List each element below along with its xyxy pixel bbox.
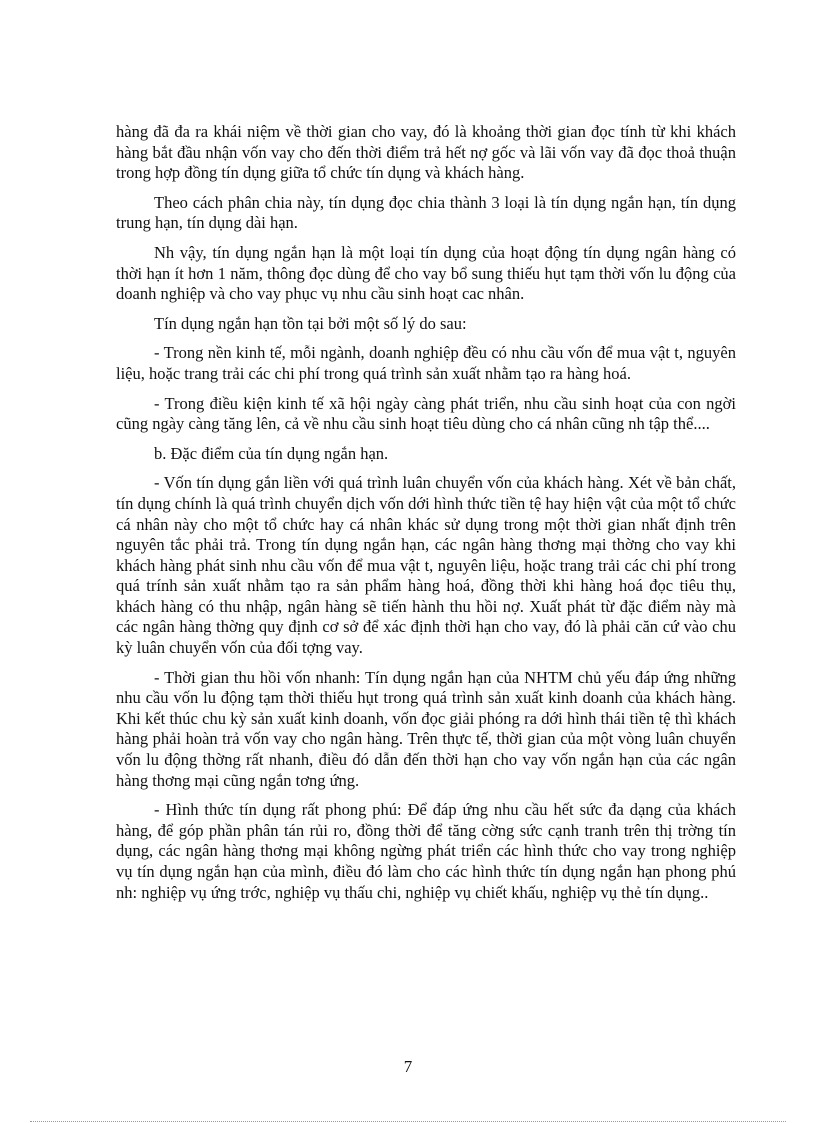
paragraph-characteristic-fast-recovery: - Thời gian thu hồi vốn nhanh: Tín dụng ngắn hạn của NHTM chủ yếu đáp ứng những nhu cầu vốn lu động tạm thời thiếu hụt trong quá trình sản xuất kinh doanh của khách hàng. Khi kết thúc chu kỳ sản xuất kinh doanh, vốn đọc giải phóng ra dới hình thái tiền tệ thì khách hàng phải hoàn trả vốn vay cho ngân hàng. Trên thực tế, thời gian của một vòng luân chuyển vốn lu động thờng rất nhanh, điều đó dẫn đến thời hạn cho vay vốn ngắn hạn của các ngân hàng thơng mại cũng ngắn tơng ứng. [116, 667, 736, 790]
bottom-divider [30, 1121, 786, 1122]
paragraph-reason-business: - Trong nền kinh tế, mỗi ngành, doanh nghiệp đều có nhu cầu vốn để mua vật t, nguyên liệu, hoặc trang trải các chi phí trong quá trình sản xuất nhằm tạo ra hàng hoá. [116, 343, 736, 383]
paragraph-characteristic-capital-circulation: - Vốn tín dụng gắn liền với quá trình luân chuyển vốn của khách hàng. Xét về bản chất, tín dụng chính là quá trình chuyển dịch vốn dới hình thức tiền tệ hay hiện vật của một tổ chức cá nhân này cho một tổ chức hay cá nhân khác sử dụng trong một thời gian nhất định trên nguyên tắc phải trả. Trong tín dụng ngắn hạn, các ngân hàng thơng mại thờng cho vay khi khách hàng phát sinh nhu cầu vốn để mua vật t, nguyên liệu, hoặc trang trải các chi phí trong quá trính sản xuất nhằm tạo ra sản phẩm hàng hoá, đồng thời khi hàng hoá đọc tiêu thụ, khách hàng có thu nhập, ngân hàng sẽ tiến hành thu hồi nợ. Xuất phát từ đặc điểm này mà các ngân hàng thờng quy định cơ sở để xác định thời hạn cho vay, đó là phải căn cứ vào chu kỳ luân chuyển vốn của đối tợng vay. [116, 473, 736, 658]
paragraph-reasons-intro: Tín dụng ngắn hạn tồn tại bởi một số lý do sau: [154, 313, 467, 333]
page-number: 7 [403, 1057, 413, 1076]
paragraph-loan-time-definition: hàng đã đa ra khái niệm về thời gian cho vay, đó là khoảng thời gian đọc tính từ khi khách hàng bắt đầu nhận vốn vay cho đến thời điểm trả hết nợ gốc và lãi vốn vay đã đọc thoả thuận trong hợp đồng tín dụng giữa tổ chức tín dụng và khách hàng. [116, 122, 736, 183]
paragraph-credit-classification: Theo cách phân chia này, tín dụng đọc chia thành 3 loại là tín dụng ngắn hạn, tín dụng trung hạn, tín dụng dài hạn. [116, 192, 736, 233]
paragraph-short-term-credit-definition: Nh vậy, tín dụng ngắn hạn là một loại tín dụng của hoạt động tín dụng ngân hàng có thời hạn ít hơn 1 năm, thông đọc dùng để cho vay bổ sung thiếu hụt tạm thời vốn lu động của doanh nghiệp và cho vay phục vụ nhu cầu sinh hoạt cac nhân. [116, 242, 736, 304]
paragraph-reason-living: - Trong điều kiện kinh tế xã hội ngày càng phát triển, nhu cầu sinh hoạt của con ngời cũng ngày càng tăng lên, cả về nhu cầu sinh hoạt tiêu dùng cho cá nhân cũng nh tập thể.... [116, 393, 736, 434]
document-body [116, 122, 736, 912]
section-heading-characteristics: b. Đặc điểm của tín dụng ngắn hạn. [154, 443, 389, 463]
paragraph-characteristic-diverse-forms: - Hình thức tín dụng rất phong phú: Để đáp ứng nhu cầu hết sức đa dạng của khách hàng, để góp phần phân tán rủi ro, đồng thời để tăng cờng sức cạnh tranh trên thị trờng tín dụng, các ngân hàng thơng mại không ngừng phát triển các hình thức cho vay trong nghiệp vụ tín dụng ngắn hạn của mình, điều đó làm cho các hình thức tín dụng ngắn hạn phong phú nh: nghiệp vụ ứng trớc, nghiệp vụ thấu chi, nghiệp vụ chiết khấu, nghiệp vụ thẻ tín dụng.. [116, 800, 736, 902]
